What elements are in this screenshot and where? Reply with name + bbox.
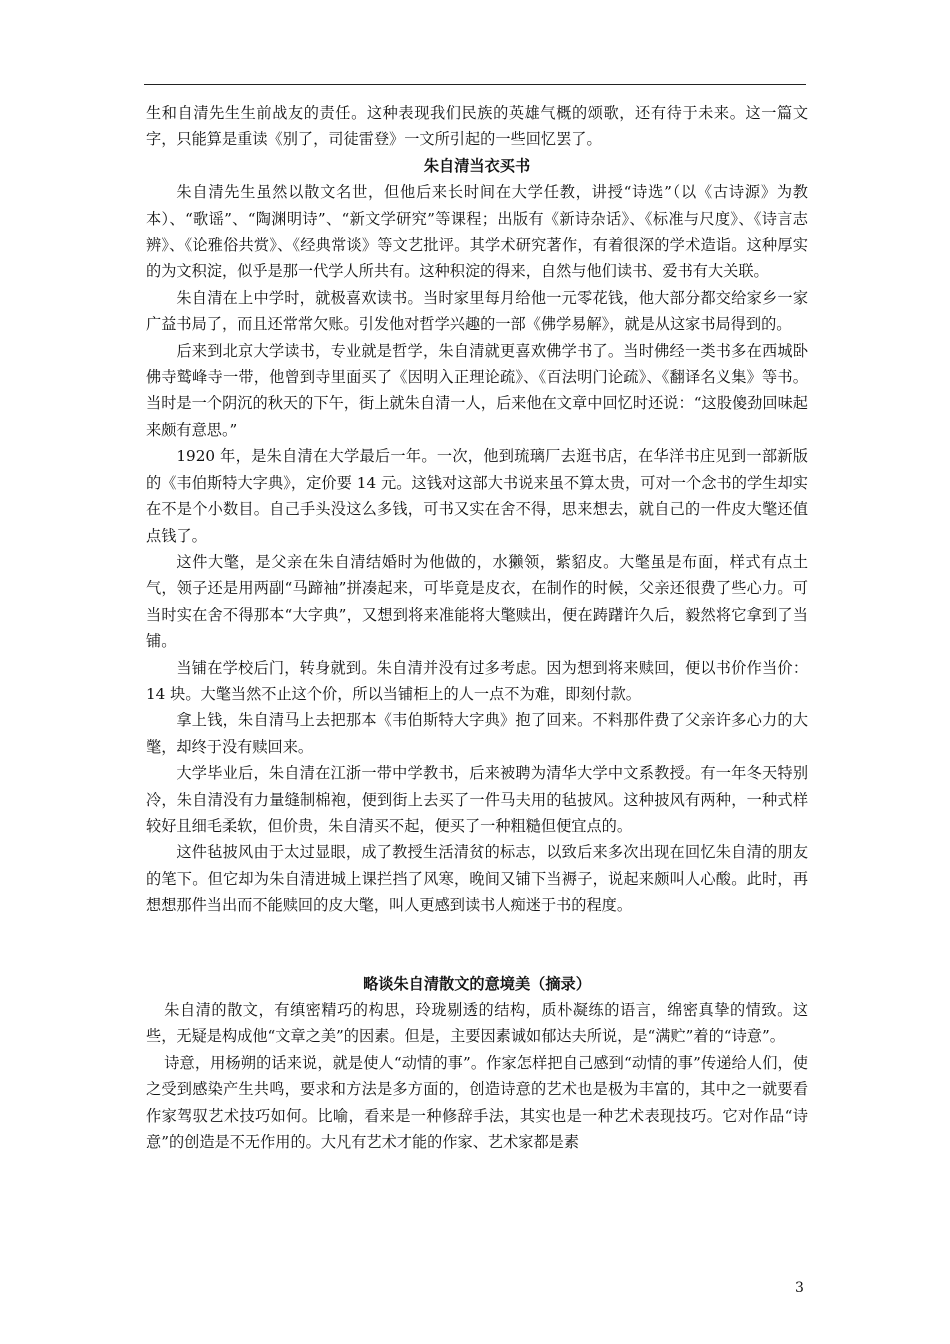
- paragraph: 朱自清的散文，有缜密精巧的构思，玲珑剔透的结构，质朴凝练的语言，绵密真挚的情致。这些，无疑是构成他“文章之美”的因素。但是，主要因素诚如郁达夫所说，是“满贮”着的“诗意”。: [146, 1001, 808, 1046]
- section-title-1: 朱自清当衣买书: [423, 156, 531, 175]
- paragraph: 1920 年，是朱自清在大学最后一年。一次，他到琉璃厂去逛书店，在华洋书庄见到一部新版的《韦伯斯特大字典》，定价要 14 元。这钱对这部大书说来虽不算太贵，可对一个念书的学生却实在不是个小数目。自己手头没这么多钱，可书又实在舍不得，思来想去，就自己的一件皮大氅还值点钱了。: [146, 447, 808, 545]
- paragraph: 后来到北京大学读书，专业就是哲学，朱自清就更喜欢佛学书了。当时佛经一类书多在西城卧佛寺鹫峰寺一带，他曾到寺里面买了《因明入正理论疏》、《百法明门论疏》、《翻译名义集》等书。当时是一个阴沉的秋天的下午，街上就朱自清一人，后来他在文章中回忆时还说：“这股傻劲回味起来颇有意思。”: [146, 341, 808, 439]
- section-spacer: [146, 919, 808, 971]
- paragraph: 这件毡披风由于太过显眼，成了教授生活清贫的标志，以致后来多次出现在回忆朱自清的朋友的笔下。但它却为朱自清进城上课拦挡了风寒，晚间又铺下当褥子，说起来颇叫人心酸。此时，再想想那件当出而不能赎回的皮大氅，叫人更感到读书人痴迷于书的程度。: [146, 843, 808, 915]
- continuation-paragraph: 生和自清先生生前战友的责任。这种表现我们民族的英雄气概的颂歌，还有待于未来。这一篇文字，只能算是重读《别了，司徒雷登》一文所引起的一些回忆罢了。: [146, 104, 808, 149]
- paragraph: 大学毕业后，朱自清在江浙一带中学教书，后来被聘为清华大学中文系教授。有一年冬天特别冷，朱自清没有力量缝制棉袍，便到街上去买了一件马夫用的毡披风。这种披风有两种，一种式样较好且细毛柔软，但价贵，朱自清买不起，便买了一种粗糙但便宜点的。: [146, 764, 808, 835]
- section-title-2: 略谈朱自清散文的意境美（摘录）: [363, 974, 591, 993]
- paragraph: 诗意，用杨朔的话来说，就是使人“动情的事”。作家怎样把自己感到“动情的事”传递给人们，使之受到感染产生共鸣，要求和方法是多方面的，创造诗意的艺术也是极为丰富的，其中之一就要看作家驾驭艺术技巧如何。比喻，看来是一种修辞手法，其实也是一种艺术表现技巧。它对作品“诗意”的创造是不无作用的。大凡有艺术才能的作家、艺术家都是素: [146, 1053, 808, 1152]
- header-rule: [144, 84, 806, 85]
- paragraph: 朱自清先生虽然以散文名世，但他后来长时间在大学任教，讲授“诗选”（以《古诗源》为教本）、“歌谣”、“陶渊明诗”、“新文学研究”等课程；出版有《新诗杂话》、《标准与尺度》、《诗言志辨》、《论雅俗共赏》、《经典常谈》等文艺批评。其学术研究著作，有着很深的学术造诣。这种厚实的为文积淀，似乎是那一代学人所共有。这种积淀的得来，自然与他们读书、爱书有大关联。: [146, 183, 808, 281]
- page-body: [146, 100, 808, 1155]
- paragraph: 这件大氅，是父亲在朱自清结婚时为他做的，水獭领，紫貂皮。大氅虽是布面，样式有点土气，领子还是用两副“马蹄袖”拼凑起来，可毕竟是皮衣，在制作的时候，父亲还很费了些心力。可当时实在舍不得那本“大字典”，又想到将来准能将大氅赎出，便在踌躇许久后，毅然将它拿到了当铺。: [146, 552, 808, 651]
- paragraph: 朱自清在上中学时，就极喜欢读书。当时家里每月给他一元零花钱，他大部分都交给家乡一家广益书局了，而且还常常欠账。引发他对哲学兴趣的一部《佛学易解》，就是从这家书局得到的。: [146, 288, 808, 334]
- paragraph: 当铺在学校后门，转身就到。朱自清并没有过多考虑。因为想到将来赎回，便以书价作当价：14 块。大氅当然不止这个价，所以当铺柜上的人一点不为难，即刻付款。: [146, 658, 808, 703]
- page-number: 3: [795, 1280, 804, 1296]
- paragraph: 拿上钱，朱自清马上去把那本《韦伯斯特大字典》抱了回来。不料那件费了父亲许多心力的大氅，却终于没有赎回来。: [146, 711, 808, 756]
